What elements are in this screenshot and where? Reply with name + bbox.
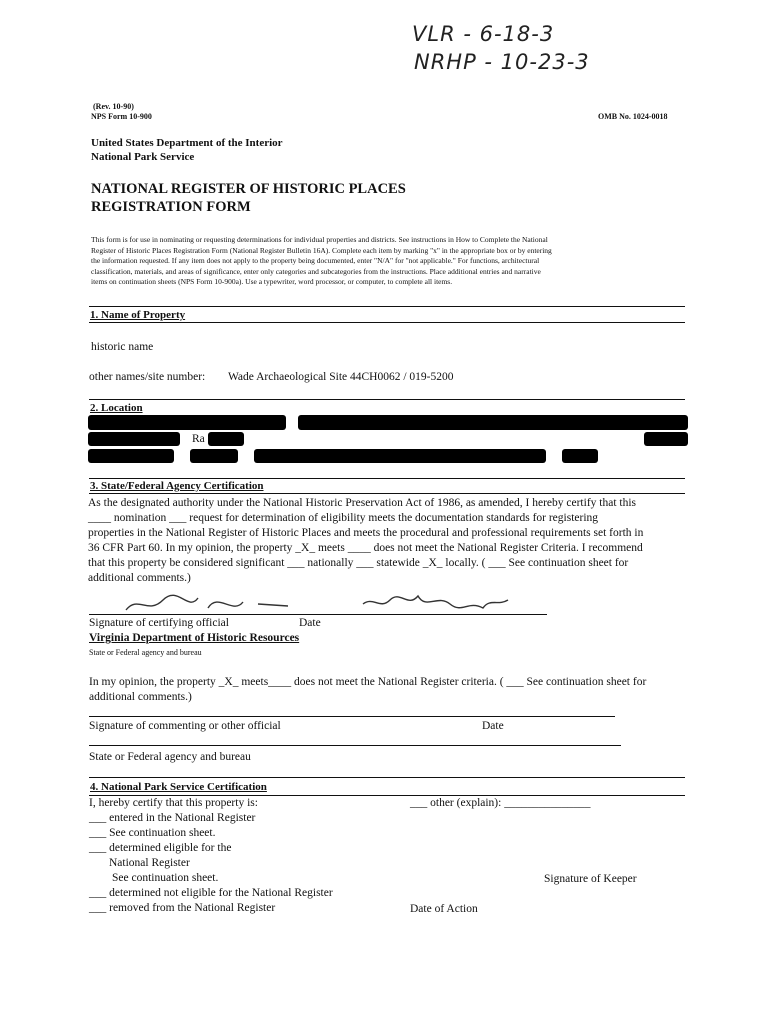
nps-intro: I, hereby certify that this property is: <box>89 797 258 809</box>
certification-line: As the designated authority under the National Historic Preservation Act of 1986, as amended, I hereby certify that this <box>88 497 637 509</box>
instructions-line: classification, materials, and areas of significance, enter only categories and subcategories from the instructions. Place additional entries and narrative <box>91 266 541 276</box>
form-title-line2: REGISTRATION FORM <box>91 199 251 215</box>
agency-name: Virginia Department of Historic Resources <box>89 632 300 644</box>
certifying-signature-label: Signature of certifying official <box>89 617 229 629</box>
signature-scribble <box>118 590 538 620</box>
redaction-bar <box>644 432 688 446</box>
divider <box>89 478 685 479</box>
commenting-signature-label: Signature of commenting or other official <box>89 720 281 732</box>
redaction-bar <box>88 432 180 446</box>
nps-option-removed: ___ removed from the National Register <box>89 902 276 914</box>
nps-option-eligible-cont: National Register <box>109 857 190 869</box>
form-title-line1: NATIONAL REGISTER OF HISTORIC PLACES <box>91 181 406 197</box>
historic-name-label: historic name <box>91 341 154 353</box>
redaction-bar <box>88 415 286 430</box>
nps-option-not-eligible: ___ determined not eligible for the National Register <box>89 887 333 899</box>
section1-heading: 1. Name of Property <box>90 309 186 321</box>
commenting-agency-label: State or Federal agency and bureau <box>89 751 251 763</box>
signature-line <box>89 745 621 746</box>
instructions-line: the information requested. If any item does not apply to the property being documented, enter "N/A" for "not applicable." For functions, architectural <box>91 256 540 265</box>
certification-line: 36 CFR Part 60. In my opinion, the property _X_ meets ____ does not meet the National Register Criteria. I recommend <box>88 542 643 554</box>
comment-paragraph <box>89 675 689 705</box>
location-partial-text: Ra <box>192 433 205 445</box>
section2-heading: 2. Location <box>90 402 143 414</box>
agency-label: State or Federal agency and bureau <box>89 648 202 657</box>
keeper-signature-label: Signature of Keeper <box>544 873 637 885</box>
divider <box>89 493 685 494</box>
section4-heading: 4. National Park Service Certification <box>90 781 267 793</box>
section3-heading: 3. State/Federal Agency Certification <box>90 480 264 492</box>
revision-note: (Rev. 10-90) <box>93 102 134 111</box>
commenting-date-label: Date <box>482 720 504 732</box>
certification-paragraph <box>88 496 688 586</box>
other-names-value: Wade Archaeological Site 44CH0062 / 019-5200 <box>228 371 454 383</box>
handwritten-vlr-note: VLR - 6-18-3 <box>412 22 555 46</box>
instructions-line: This form is for use in nominating or requesting determinations for individual properties and districts. See instructions in How to Complete the National <box>91 235 548 244</box>
comment-line: additional comments.) <box>89 691 192 703</box>
redaction-bar <box>88 449 174 463</box>
divider <box>89 322 685 323</box>
service-name: National Park Service <box>91 151 195 163</box>
redaction-bar <box>562 449 598 463</box>
nps-option-entered: ___ entered in the National Register <box>89 812 256 824</box>
divider <box>89 399 685 400</box>
date-of-action-label: Date of Action <box>410 903 478 915</box>
signature-line <box>89 614 547 615</box>
redaction-bar <box>254 449 546 463</box>
department-name: United States Department of the Interior <box>91 137 283 149</box>
certifying-date-label: Date <box>299 617 321 629</box>
divider <box>89 777 685 778</box>
instructions-line: items on continuation sheets (NPS Form 10-900a). Use a typewriter, word processor, or computer, to complete all items. <box>91 277 453 286</box>
nps-option-continuation: ___ See continuation sheet. <box>89 827 216 839</box>
omb-number: OMB No. 1024-0018 <box>598 112 668 121</box>
handwritten-nrhp-note: NRHP - 10-23-3 <box>414 50 590 74</box>
certification-line: properties in the National Register of Historic Places and meets the procedural and professional requirements set forth in <box>88 527 644 539</box>
divider <box>89 306 685 307</box>
nps-option-see-continuation: See continuation sheet. <box>112 872 219 884</box>
certification-line: that this property be considered significant ___ nationally ___ statewide _X_ locally. ( ___ See continuation sheet for <box>88 557 629 569</box>
certification-line: ____ nomination ___ request for determination of eligibility meets the documentation standards for registering <box>88 512 599 524</box>
certification-line: additional comments.) <box>88 572 191 584</box>
divider <box>89 795 685 796</box>
redaction-bar <box>208 432 244 446</box>
nps-other: ___ other (explain): _______________ <box>410 797 591 809</box>
form-number: NPS Form 10-900 <box>91 112 152 121</box>
nps-option-eligible: ___ determined eligible for the <box>89 842 232 854</box>
instructions-line: Register of Historic Places Registration Form (National Register Bulletin 16A). Complete each item by marking "x" in the appropriate box or by entering <box>91 245 552 255</box>
redaction-bar <box>190 449 238 463</box>
other-names-label: other names/site number: <box>89 371 206 383</box>
redaction-bar <box>298 415 688 430</box>
instructions-block <box>91 235 691 288</box>
comment-line: In my opinion, the property _X_ meets____ does not meet the National Register criteria. ( ___ See continuation sheet for <box>89 676 647 688</box>
signature-line <box>89 716 615 717</box>
